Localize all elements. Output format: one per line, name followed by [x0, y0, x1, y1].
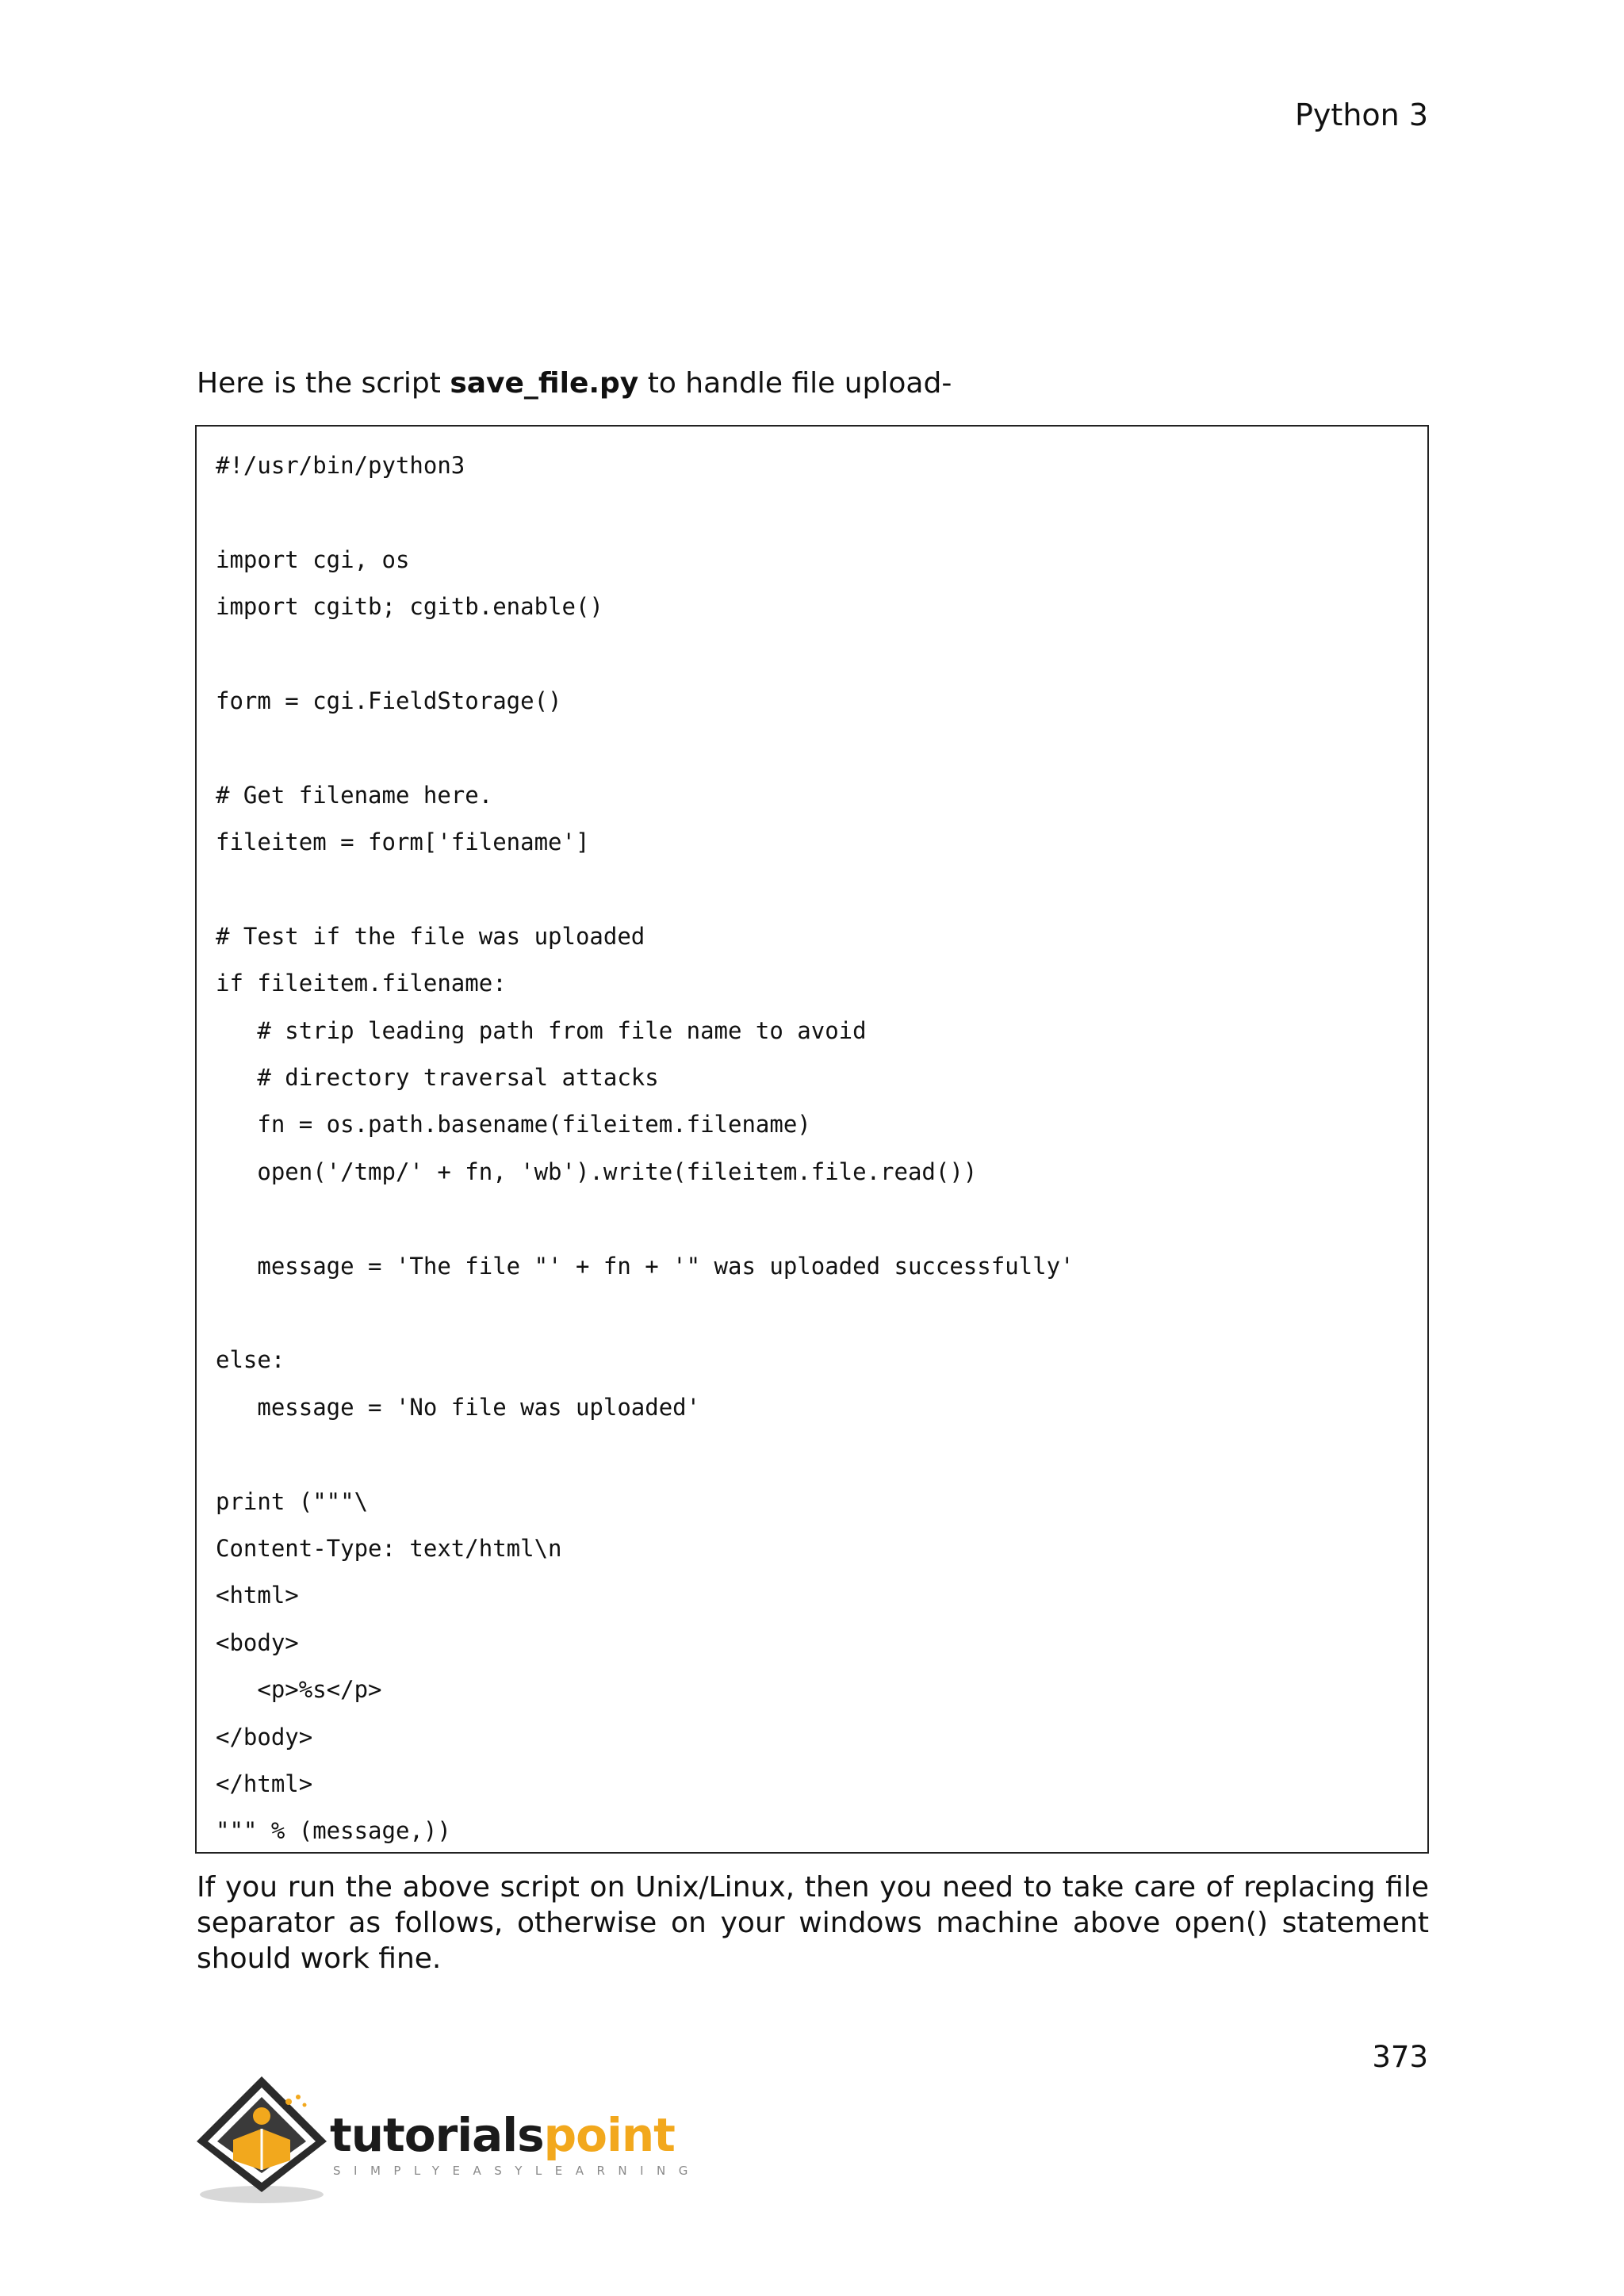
code-line: """ % (message,)) — [216, 1817, 451, 1845]
code-line — [216, 867, 1408, 913]
code-line: form = cgi.FieldStorage() — [216, 687, 562, 714]
code-line — [216, 631, 1408, 678]
code-line — [216, 725, 1408, 771]
intro-paragraph — [197, 366, 952, 401]
running-header: Python 3 — [1295, 98, 1428, 132]
code-line — [216, 1431, 1408, 1478]
code-block — [195, 425, 1429, 1854]
code-line: #!/usr/bin/python3 — [216, 452, 465, 479]
logo-wordmark — [330, 2108, 675, 2162]
logo-word-tutorials: tutorials — [330, 2108, 544, 2162]
code-line: </body> — [216, 1723, 313, 1751]
intro-text-before: Here is the script — [197, 367, 450, 400]
code-line: Content-Type: text/html\n — [216, 1534, 562, 1562]
code-line: import cgi, os — [216, 545, 410, 573]
logo-word-point: point — [543, 2108, 675, 2162]
code-line: # Test if the file was uploaded — [216, 922, 645, 950]
logo-tagline: SIMPLYEASYLEARNING — [333, 2164, 701, 2178]
code-line: if fileitem.filename: — [216, 970, 507, 997]
code-line — [216, 1290, 1408, 1337]
code-line: message = 'No file was uploaded' — [216, 1393, 701, 1421]
script-filename: save_file.py — [450, 367, 639, 400]
code-line — [216, 489, 1408, 536]
code-line — [216, 1196, 1408, 1242]
code-line: <html> — [216, 1582, 299, 1609]
intro-text-after: to handle file upload- — [638, 367, 952, 400]
code-line: import cgitb; cgitb.enable() — [216, 593, 603, 621]
code-line: open('/tmp/' + fn, 'wb').write(fileitem.file.read()) — [216, 1158, 978, 1185]
code-line: else: — [216, 1346, 285, 1374]
tutorialspoint-logo — [193, 2073, 701, 2208]
code-line: <body> — [216, 1628, 299, 1656]
code-line: # Get filename here. — [216, 781, 493, 809]
code-line: # directory traversal attacks — [216, 1064, 659, 1092]
code-line: <p>%s</p> — [216, 1676, 382, 1704]
code-line: # strip leading path from file name to avoid — [216, 1016, 867, 1044]
code-line: print ("""\ — [216, 1487, 369, 1515]
page-number: 373 — [1372, 2040, 1428, 2074]
logo-emblem-icon — [193, 2073, 336, 2208]
code-line: </html> — [216, 1770, 313, 1797]
code-line: fn = os.path.basename(fileitem.filename) — [216, 1111, 811, 1138]
code-line: message = 'The file "' + fn + '" was uploaded successfully' — [216, 1252, 1074, 1280]
outro-paragraph: If you run the above script on Unix/Linux, then you need to take care of replacing file separator as follows, otherwise on your windows machine above open() statement should work fine. — [197, 1871, 1429, 1975]
code-line: fileitem = form['filename'] — [216, 828, 590, 856]
